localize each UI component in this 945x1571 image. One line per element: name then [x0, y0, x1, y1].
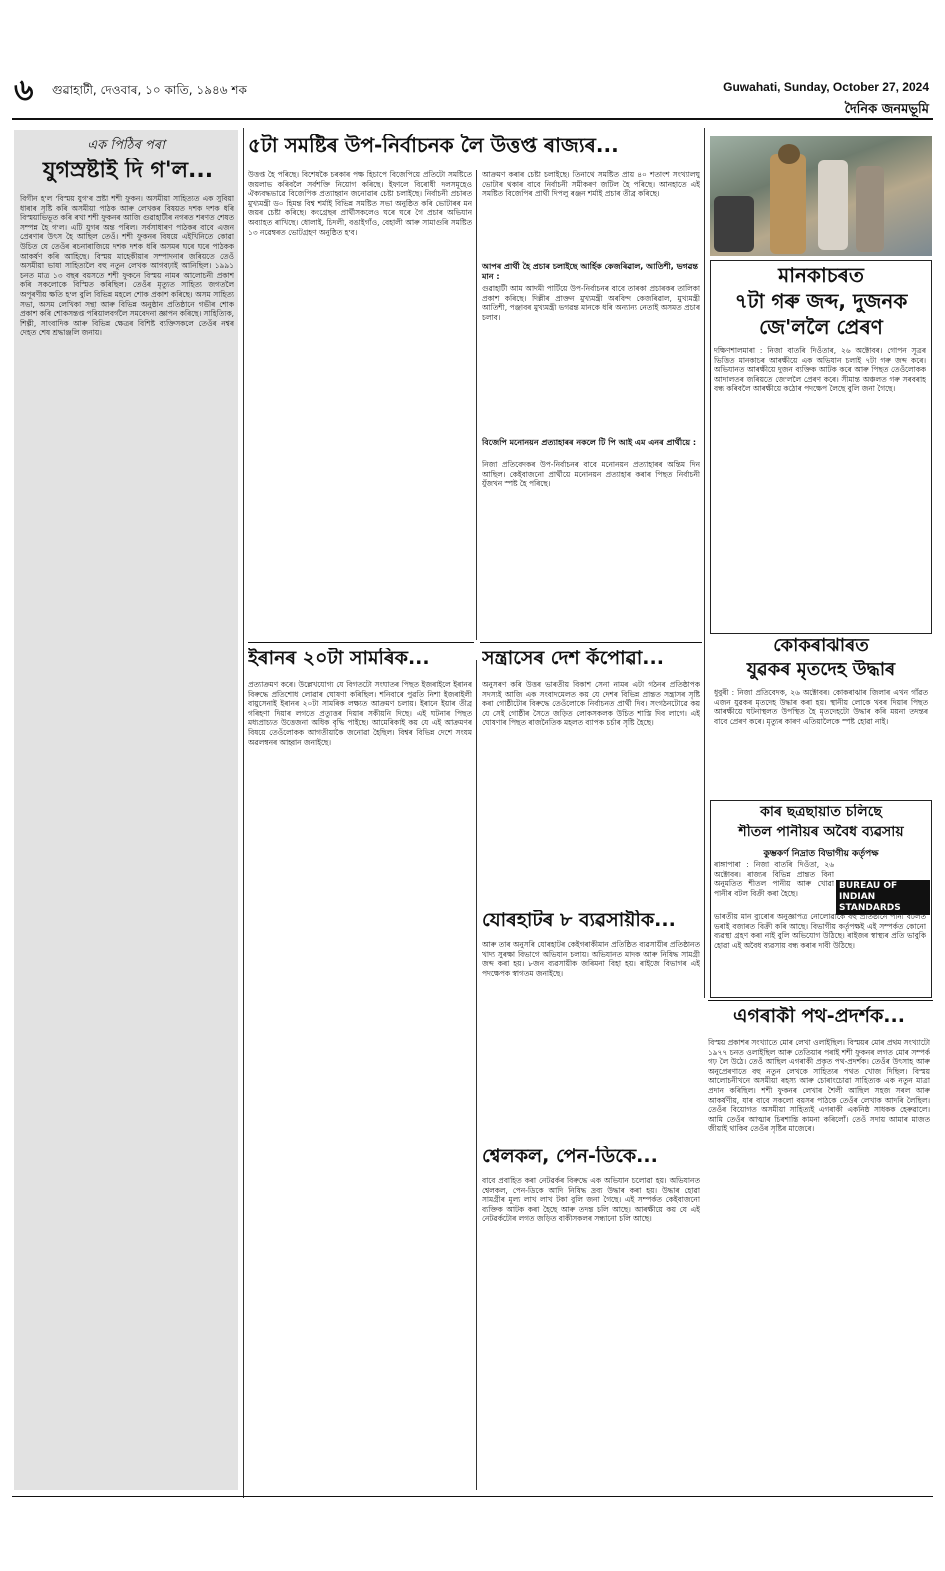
photo-caption	[710, 136, 932, 256]
bjp-body: নিজা প্ৰতিবেদকৰ উপ-নিৰ্বাচনৰ বাবে মনোনয়ন প্ৰত্যাহাৰৰ অন্তিম দিন আছিল। কেইবাজনো প্ৰাৰ্থীয়ে মনোনয়ন প্ৰত্যাহাৰ কৰাৰ পিছত নিৰ্বাচনী যুঁজখন স্পষ্ট হৈ পৰিছে।	[482, 460, 700, 489]
cattle-headline-3: জে'ললৈ প্ৰেৰণ	[759, 316, 883, 339]
column-divider	[476, 660, 477, 1490]
terror-body: অনুসৰণ কৰি উত্তৰ ভাৰতীয় বিকাশ সেনা নামৰ এটা গঠনৰ প্ৰতিষ্ঠাপক সদস্যই আজি এক সংবাদমেলত কয় যে দেশৰ বিভিন্ন প্ৰান্তত সন্ত্ৰাসৰ সৃষ্টি কৰা গোষ্ঠীটোৰ বিৰুদ্ধে তেওঁলোকে নিৰ্বাচনত প্ৰাৰ্থী দিব। সংগঠনটোৱে কয় যে সেই গোষ্ঠীৰ সৈতে জড়িত লোকসকলক উচিত শাস্তি দিব লাগে। এই ঘোষণাৰ পিছত ৰাজনৈতিক মহলত ব্যাপক চৰ্চাৰ সৃষ্টি হৈছে।	[482, 680, 700, 728]
left-body: বিগীন হ'ল 'বিস্ময় যুগ'ৰ স্ৰষ্টা শশী ফুকন। অসমীয়া সাহিত্যত এক সুবিয়া ধাৰাৰ সৃষ্টি কৰি অসমীয়া পাঠক আৰু লেখকৰ বিষয়ত দশক দশক ধৰি বিস্ময়াভিভূত কৰি ৰখা শশী ফুকনৰ আজি গুৱাহাটীৰ নগৰত শৰণত শেষত সম্পন্ন হৈ গ'ল। এটি যুগৰ অন্ত পৰিল। সৰ্বসাধাৰণ পাঠকৰ বাবে এজন প্ৰেৰণাৰ উৎস হৈ আছিল তেওঁ। শশী ফুকনৰ বিষয়ে এইখিনিতে কোৱা উচিত যে তেওঁৰ ৰচনাৰাজিয়ে দশক দশক ধৰি অসমৰ ঘৰে ঘৰে পাঠকক আকৰ্ষণ কৰি আহিছে। বিস্ময় মাহেকীয়াৰ সম্পাদনাৰ জৰিয়তে তেওঁ অসমীয়া ভাষা সাহিত্যলৈ বহু নতুন লেখক আগবঢ়াই আনিছিল। ১৯৯১ চনত মাত্ৰ ১৩ বছৰ বয়সতে শশী ফুকনে বিস্ময় নামৰ আলোচনী প্ৰকাশ কৰি সকলোকে বিস্মিত কৰিছিল। তেওঁৰ মৃত্যুত সাহিত্য জগতলৈ অপূৰণীয় ক্ষতি হ'ল বুলি বিভিন্ন মহলে শোক প্ৰকাশ কৰিছে। অসম সাহিত্য সভা, অসম লেখিকা সন্থা আৰু বিভিন্ন অনুষ্ঠান প্ৰতিষ্ঠানে গভীৰ শোক প্ৰকাশ কৰি শোকসন্তপ্ত পৰিয়ালবৰ্গলৈ সমবেদনা জ্ঞাপন কৰিছে। সাহিত্যিক, শিল্পী, সাংবাদিক আৰু বিভিন্ন ক্ষেত্ৰৰ বিশিষ্ট ব্যক্তিসকলে তেওঁৰ নশ্বৰ দেহত শেষ শ্ৰদ্ধাঞ্জলি জনায়।	[20, 194, 234, 338]
iran-headline: ইৰানৰ ২০টা সামৰিক...	[248, 648, 430, 669]
column-divider	[476, 170, 477, 640]
column-divider	[243, 128, 244, 1498]
jorhat-body: আৰু তাৰ অনুসৰি যোৰহাটৰ কেইগৰাকীমান প্ৰতিষ্ঠিত ব্যৱসায়ীৰ প্ৰতিষ্ঠানত খাদ্য সুৰক্ষা বিভাগে অভিযান চলায়। অভিযানত মাদক আৰু নিষিদ্ধ সামগ্ৰী জব্দ কৰা হয়। ৮জন ব্যৱসায়ীক জৰিমনা বিহা হয়। ৰাইজে বিভাগৰ এই পদক্ষেপক স্বাগতম জনাইছে।	[482, 940, 700, 978]
top-rule	[12, 118, 933, 120]
body-recovery-body: ধুবুৰী : নিজা প্ৰতিবেদক, ২৬ অক্টোবৰ। কোকৰাঝাৰ জিলাৰ এখন গাঁৱত এজন যুৱকৰ মৃতদেহ উদ্ধাৰ কৰা হয়। স্থানীয় লোকে খবৰ দিয়াৰ পিছত আৰক্ষীয়ে ঘটনাস্থলত উপস্থিত হৈ মৃতদেহটো উদ্ধাৰ কৰি ময়না তদন্তৰ বাবে প্ৰেৰণ কৰে। মৃত্যুৰ কাৰণ এতিয়ালৈকে স্পষ্ট হোৱা নাই।	[714, 688, 928, 726]
water-byline: কুম্ভকৰ্ণ নিদ্ৰাত বিভাগীয় কৰ্তৃপক্ষ	[763, 849, 879, 859]
section-rule	[708, 1000, 933, 1001]
water-body-2: ভাৰতীয় মান ব্যুৰোৰ অনুজ্ঞাপত্ৰ নোলোৱাকৈ বহু প্ৰতিষ্ঠানে পানী বটলত ভৰাই বজাৰত বিক্ৰী কৰি আছে। বিভাগীয় কৰ্তৃপক্ষই এই সম্পৰ্কত কোনো ব্যৱস্থা গ্ৰহণ কৰা নাই বুলি অভিযোগ উঠিছে। ৰাইজৰ স্বাস্থ্যৰ প্ৰতি ভাবুকি হোৱা এই অবৈধ ব্যৱসায় বন্ধ কৰাৰ দাবী উঠিছে।	[714, 912, 926, 950]
guide-headline: এগৰাকী পথ-প্ৰদৰ্শক...	[733, 1006, 905, 1027]
left-headline: যুগস্ৰষ্টাই দি গ'ল...	[42, 158, 214, 183]
byelection-body: উত্তপ্ত হৈ পৰিছে। বিশেষকৈ চৰকাৰ পক্ষ হিচাপে বিজেপিয়ে প্ৰতিটো সমষ্টিতে জয়লাভ কৰিবলৈ সৰ্বশক্তি নিয়োগ কৰিছে। ইফালে বিৰোধী দলসমূহেও ঐক্যবদ্ধভাৱে বিজেপিক প্ৰত্যাহ্বান জনোৱাৰ চেষ্টা চলাইছে। নিৰ্বাচনী প্ৰচাৰত মুখ্যমন্ত্ৰী ড০ হিমন্ত বিশ্ব শৰ্মাই বিভিন্ন সমষ্টিত সভা অনুষ্ঠিত কৰি ভোটাৰৰ মন জয়ৰ চেষ্টা কৰিছে। কংগ্ৰেছৰ প্ৰাৰ্থীসকলেও ঘৰে ঘৰে গৈ প্ৰচাৰ অভিযান অব্যাহত ৰাখিছে। ধোলাই, চিদলী, বঙাইগাঁও, বেহালী আৰু সামাগুৰি সমষ্টিত ১৩ নৱেম্বৰত ভোটগ্ৰহণ অনুষ্ঠিত হ'ব।	[248, 170, 472, 237]
water-headline-2: শীতল পানীয়ৰ অবৈধ ব্যৱসায়	[738, 824, 904, 840]
guide-body: বিস্ময় প্ৰকাশৰ সংখ্যাতে মোৰ লেখা ওলাইছিল। বিস্ময়ৰ মোৰ প্ৰথম সংখ্যাটো ১৯৭৭ চনত ওলাইছিল আৰু তেতিয়াৰ পৰাই শশী ফুকনৰ লগত মোৰ সম্পৰ্ক গঢ় লৈ উঠে। তেওঁ আছিল এগৰাকী প্ৰকৃত পথ-প্ৰদৰ্শক। তেওঁৰ উৎসাহ আৰু অনুপ্ৰেৰণাতে বহু নতুন লেখকে সাহিত্যৰ পথত খোজ দিছিল। বিস্ময় আলোচনীখনে অসমীয়া ৰহস্য আৰু চোৰাংচোৱা সাহিত্যক এক নতুন মাত্ৰা প্ৰদান কৰিছিল। শশী ফুকনৰ লেখাৰ শৈলী আছিল সহজ সৰল আৰু আকৰ্ষণীয়, যাৰ বাবে সকলো বয়সৰ পাঠকে তেওঁৰ লেখাক আদৰি লৈছিল। তেওঁৰ বিয়োগত অসমীয়া সাহিত্যই এগৰাকী একনিষ্ঠ সাধকক হেৰুৱালে। আমি তেওঁৰ আত্মাৰ চিৰশান্তি কামনা কৰিলোঁ। তেওঁ সদায় আমাৰ মাজত জীয়াই থাকিব তেওঁৰ সৃষ্টিৰ মাজেৰে।	[708, 1038, 930, 1134]
cattle-body: দক্ষিণশালমাৰা : নিজা বাতৰি দিওঁতাৰ, ২৬ অক্টোবৰ। গোপন সূত্ৰৰ ভিত্তিত মানকাচৰ আৰক্ষীয়ে এক অভিযান চলাই ৭টা গৰু জব্দ কৰে। অভিযানত আৰক্ষীয়ে দুজন ব্যক্তিক আটক কৰে আৰু পিছত তেওঁলোকক আদালতৰ জৰিয়তে জে'ললৈ প্ৰেৰণ কৰে। সীমান্ত অঞ্চলত গৰু সৰবৰাহ বন্ধ কৰিবলৈ আৰক্ষীয়ে কঠোৰ পদক্ষেপ লৈছে বুলি জনা গৈছে।	[714, 346, 926, 394]
aap-body: গুৱাহাটী আম আদমী পাৰ্টিয়ে উপ-নিৰ্বাচনৰ বাবে তাৰকা প্ৰচাৰকৰ তালিকা প্ৰকাশ কৰিছে। দিল্লীৰ প্ৰাক্তন মুখ্যমন্ত্ৰী অৰবিন্দ কেজৰিৱাল, মুখ্যমন্ত্ৰী আতিশী, পঞ্জাবৰ মুখ্যমন্ত্ৰী ভগৱন্ত মানকে ধৰি অন্যান্য নেতাই অসমত প্ৰচাৰ চলাব।	[482, 284, 700, 322]
bjp-subheading: বিজেপি মনোনয়ন প্ৰত্যাহাৰৰ নকলে টি পি আই এম এনৰ প্ৰাৰ্থীয়ে :	[482, 438, 697, 447]
chemical-headline: শ্বেলকল, পেন-ডিকে...	[482, 1146, 658, 1167]
jorhat-headline: যোৰহাটৰ ৮ ব্যৱসায়ীক...	[482, 910, 676, 931]
chemical-body: বাবে প্ৰবাহিত কৰা নেটৱৰ্কৰ বিৰুদ্ধে এক অভিযান চলোৱা হয়। অভিযানত শ্বেলকল, পেন-ডিকে আদি নিষিদ্ধ দ্ৰব্য উদ্ধাৰ কৰা হয়। উদ্ধাৰ হোৱা সামগ্ৰীৰ মূল্য লাখ লাখ টকা বুলি জনা গৈছে। এই সম্পৰ্কত কেইবাজনো ব্যক্তিক আটক কৰা হৈছে আৰু তদন্ত চলি আছে। আৰক্ষীয়ে কয় যে এই নেটৱৰ্কটোৰ লগত জড়িত বাকীসকলৰ সন্ধানো চলি আছে।	[482, 1176, 700, 1224]
terror-headline: সন্ত্ৰাসেৰ দেশ কঁপোৱা...	[482, 648, 664, 669]
aap-subheading: আপৰ প্ৰাৰ্থী হৈ প্ৰচাৰ চলাইছে আৰ্হিক কেজৰিৱাল, আতিশী, ভগৱন্ত মান :	[482, 262, 698, 281]
date-left: গুৱাহাটী, দেওবাৰ, ১০ কাতি, ১৯৪৬ শক	[52, 83, 247, 97]
body-recovery-headline-1: কোকৰাঝাৰত	[773, 636, 869, 656]
paper-name: দৈনিক জনমভূমি	[844, 102, 929, 117]
bottom-rule	[12, 1496, 933, 1497]
water-body: ৰাঙ্গাপাৰা : নিজা বাতৰি দিওঁতা, ২৬ অক্টোবৰ। ৰাজ্যৰ বিভিন্ন প্ৰান্তত বিনা অনুমতিত শীতল পানীয় আৰু খোৱা পানীৰ বটল বিক্ৰী কৰা হৈছে।	[714, 860, 834, 898]
section-rule	[248, 642, 474, 643]
water-headline-1: কাৰ ছত্ৰছায়াত চলিছে	[760, 804, 882, 820]
byelection-headline: ৫টা সমষ্টিৰ উপ-নিৰ্বাচনক লৈ উত্তপ্ত ৰাজ্যৰ...	[248, 134, 619, 157]
column-divider	[704, 128, 705, 998]
cattle-headline-1: মানকাচৰত	[778, 264, 864, 287]
date-right: Guwahati, Sunday, October 27, 2024	[723, 80, 929, 94]
page-number: ৬	[14, 73, 34, 108]
bis-label: BUREAU OF INDIAN STANDARDS	[836, 880, 930, 915]
body-recovery-headline-2: যুৱকৰ মৃতদেহ উদ্ধাৰ	[746, 660, 896, 680]
byelection-body-continued: আক্ৰমণ কৰাৰ চেষ্টা চলাইছে। তিনাথে সমষ্টিত প্ৰায় ৪০ শতাংশ সংখ্যালঘু ভোটাৰ থকাৰ বাবে নিৰ্বাচনী সমীকৰণ জটিল হৈ পৰিছে। আনহাতে এই সমষ্টিত বিজেপিৰ প্ৰাৰ্থী দিপলু ৰঞ্জন শৰ্মাই প্ৰচাৰ তীব্ৰ কৰিছে।	[482, 170, 700, 199]
section-rule	[480, 642, 702, 643]
cattle-headline-2: ৭টা গৰু জব্দ, দুজনক	[734, 290, 908, 313]
iran-body: প্ৰত্যাক্ৰমণ কৰে। উল্লেখযোগ্য যে বিগতটো সংঘাতৰ পিছত ইজৰাইলে ইৰানৰ বিৰুদ্ধে প্ৰতিশোধ লোৱাৰ ঘোষণা কৰিছিল। শনিবাৰে পুৱতি নিশা ইজৰাইলী বায়ুসেনাই ইৰানৰ ২০টা সামৰিক লক্ষ্যত আক্ৰমণ চলায়। ইৰানে ইয়াৰ তীব্ৰ গৰিহণা দিয়াৰ লগতে প্ৰত্যুত্তৰ দিয়াৰ সকীয়নি দিছে। এই ঘটনাৰ পিছত মধ্যপ্ৰাচ্যত উত্তেজনা অধিক বৃদ্ধি পাইছে। আমেৰিকাই কয় যে এই আক্ৰমণৰ বিষয়ে তেওঁলোকক আগতীয়াকৈ জনোৱা হৈছিল। বিশ্বৰ বিভিন্ন দেশে সংযম অৱলম্বনৰ আহ্বান জনাইছে।	[248, 680, 472, 747]
kicker: এক পিঠিৰ পৰা	[87, 138, 165, 153]
